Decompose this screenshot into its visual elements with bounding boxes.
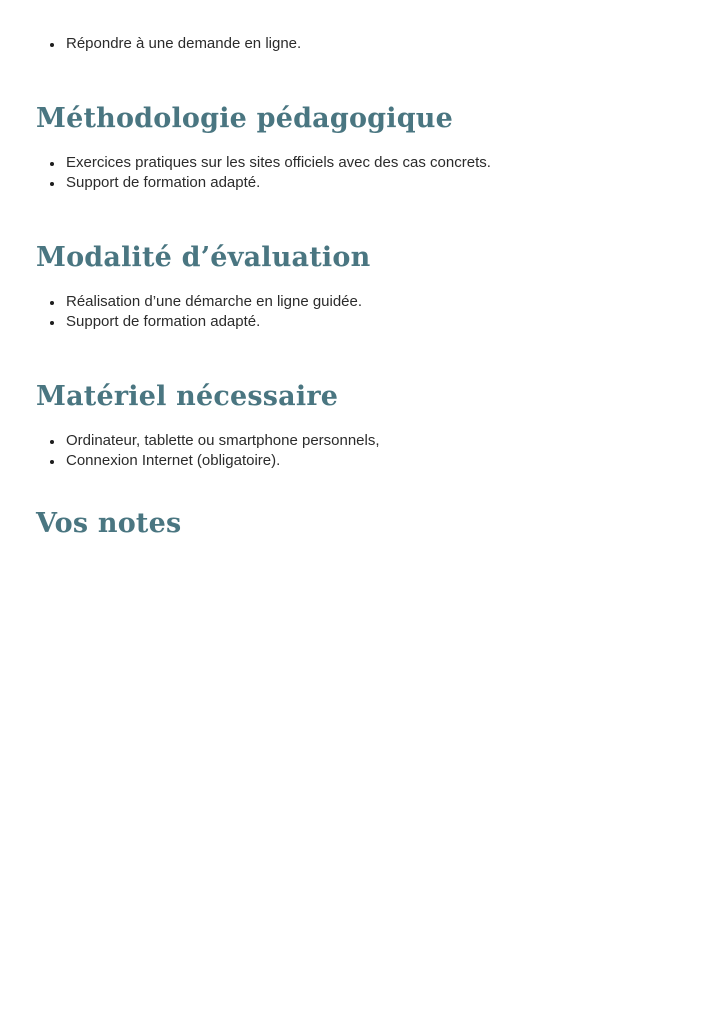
section-heading-modalite-evaluation: Modalité d’évaluation <box>36 241 371 273</box>
section-heading-methodologie-pedagogique: Méthodologie pédagogique <box>36 102 453 134</box>
intro-bullet-list <box>36 34 684 55</box>
list-item: • Répondre à une demande en ligne. <box>64 34 684 55</box>
list-item: • Réalisation d’une démarche en ligne guidée. <box>64 292 684 313</box>
materiel-bullet-list <box>36 431 684 472</box>
list-item: • Exercices pratiques sur les sites officiels avec des cas concrets. <box>64 153 684 174</box>
evaluation-bullet-list <box>36 292 684 333</box>
list-item: • Connexion Internet (obligatoire). <box>64 451 684 472</box>
section-heading-materiel-necessaire: Matériel nécessaire <box>36 380 339 412</box>
methodologie-bullet-list <box>36 153 684 194</box>
list-item: • Support de formation adapté. <box>64 312 684 333</box>
list-item: • Support de formation adapté. <box>64 173 684 194</box>
section-heading-vos-notes: Vos notes <box>36 507 182 539</box>
list-item: • Ordinateur, tablette ou smartphone personnels, <box>64 431 684 452</box>
